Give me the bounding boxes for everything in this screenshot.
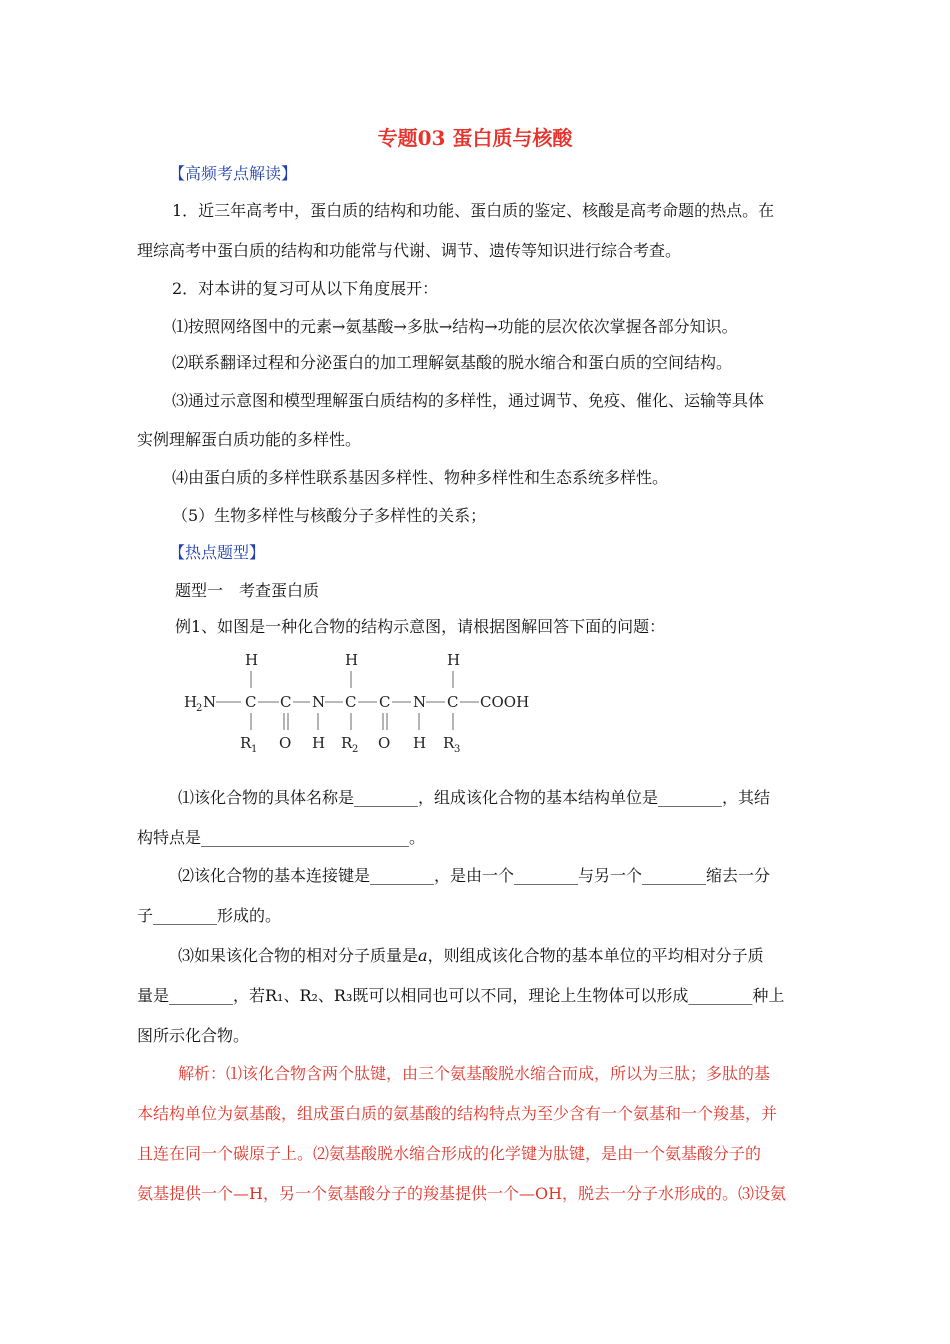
formula-carboxyl: COOH <box>480 693 530 711</box>
tripeptide-structure-diagram <box>183 646 563 756</box>
question-2-line-2: 子________形成的。 <box>137 906 282 925</box>
formula-n-1: N <box>203 693 217 711</box>
variable-a: a <box>418 946 428 965</box>
formula-r3: R <box>443 734 455 752</box>
question-3-line-1-part-a: ⑶如果该化合物的相对分子质量是 <box>178 946 419 965</box>
paragraph-1-line-1: 1．近三年高考中，蛋白质的结构和功能、蛋白质的鉴定、核酸是高考命题的热点。在 <box>172 201 775 220</box>
analysis-line-4: 氨基提供一个—H，另一个氨基酸分子的羧基提供一个—OH，脱去一分子水形成的。⑶设氨 <box>137 1184 787 1203</box>
formula-o-1: O <box>279 734 292 752</box>
formula-c-carbonyl-1: C <box>280 693 292 711</box>
question-3-line-1 <box>178 945 764 967</box>
paragraph-1-line-2: 理综高考中蛋白质的结构和功能常与代谢、调节、遗传等知识进行综合考查。 <box>137 241 682 260</box>
question-3-line-3: 图所示化合物。 <box>137 1026 250 1045</box>
formula-h-top-2: H <box>345 651 359 669</box>
formula-c-alpha-2: C <box>345 693 357 711</box>
formula-r3-sub: 3 <box>454 744 461 755</box>
page-title: 专题03 蛋白质与核酸 <box>377 126 573 150</box>
formula-h-top-1: H <box>245 651 259 669</box>
section-heading-hot-topics: 【热点题型】 <box>169 543 266 562</box>
formula-n-3: N <box>413 693 427 711</box>
formula-c-carbonyl-2: C <box>379 693 391 711</box>
paragraph-2: 2．对本讲的复习可从以下角度展开： <box>172 279 439 298</box>
structural-formula-svg <box>183 646 563 756</box>
analysis-line-3: 且连在同一个碳原子上。⑵氨基酸脱水缩合形成的化学键为肽键，是由一个氨基酸分子的 <box>137 1144 762 1163</box>
question-type-1: 题型一 考查蛋白质 <box>175 581 320 600</box>
formula-h-amide-1: H <box>312 734 326 752</box>
list-item-3-line-2: 实例理解蛋白质功能的多样性。 <box>137 430 362 449</box>
question-3-line-1-part-b: ，则组成该化合物的基本单位的平均相对分子质 <box>427 946 764 965</box>
formula-o-2: O <box>378 734 391 752</box>
list-item-5: （5）生物多样性与核酸分子多样性的关系； <box>172 506 487 525</box>
formula-r1: R <box>240 734 252 752</box>
formula-c-alpha-3: C <box>447 693 459 711</box>
list-item-2: ⑵联系翻译过程和分泌蛋白的加工理解氨基酸的脱水缩合和蛋白质的空间结构。 <box>172 353 733 372</box>
formula-r2: R <box>341 734 353 752</box>
question-2-line-1: ⑵该化合物的基本连接键是________，是由一个________与另一个________缩去一分 <box>178 866 771 885</box>
formula-h-amide-2: H <box>413 734 427 752</box>
list-item-3-line-1: ⑶通过示意图和模型理解蛋白质结构的多样性，通过调节、免疫、催化、运输等具体 <box>172 391 765 410</box>
formula-r1-sub: 1 <box>251 744 258 755</box>
question-1-line-2: 构特点是__________________________。 <box>137 828 426 847</box>
formula-n-2: N <box>312 693 326 711</box>
formula-amino-sub: 2 <box>196 703 203 714</box>
example-1-intro: 例1、如图是一种化合物的结构示意图，请根据图解回答下面的问题： <box>175 617 666 636</box>
section-heading-key-points: 【高频考点解读】 <box>169 164 298 183</box>
analysis-line-2: 本结构单位为氨基酸，组成蛋白质的氨基酸的结构特点为至少含有一个氨基和一个羧基，并 <box>137 1104 778 1123</box>
list-item-4: ⑷由蛋白质的多样性联系基因多样性、物种多样性和生态系统多样性。 <box>172 468 669 487</box>
list-item-1: ⑴按照网络图中的元素→氨基酸→多肽→结构→功能的层次依次掌握各部分知识。 <box>172 317 738 336</box>
formula-amino-h: H <box>184 693 198 711</box>
question-3-line-2: 量是________，若R₁、R₂、R₃既可以相同也可以不同，理论上生物体可以形成________种上 <box>137 986 785 1005</box>
question-1-line-1: ⑴该化合物的具体名称是________，组成该化合物的基本结构单位是________，其结 <box>178 788 771 807</box>
formula-c-alpha-1: C <box>245 693 257 711</box>
analysis-line-1: 解析：⑴该化合物含两个肽键，由三个氨基酸脱水缩合而成，所以为三肽；多肽的基 <box>178 1064 771 1083</box>
formula-h-top-3: H <box>447 651 461 669</box>
formula-r2-sub: 2 <box>352 744 359 755</box>
